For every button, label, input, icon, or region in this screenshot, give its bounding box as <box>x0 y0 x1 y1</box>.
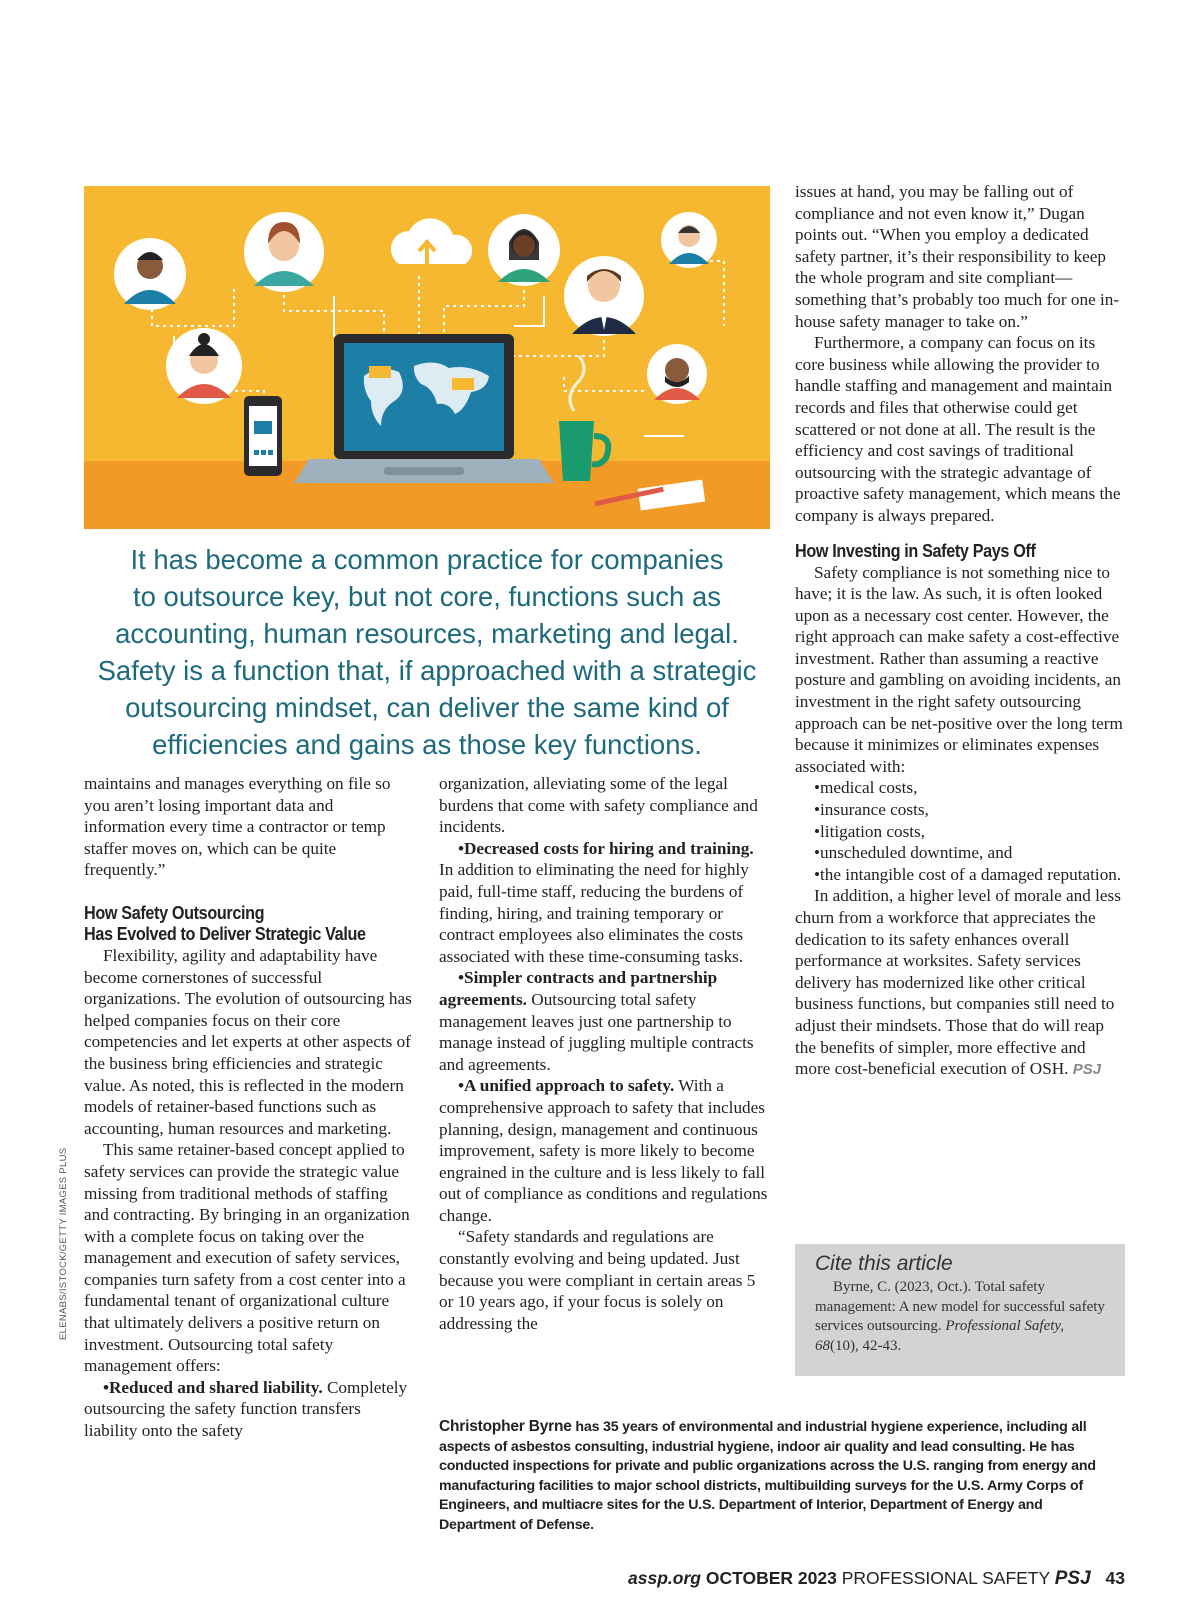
bullet-text: Completely outsourcing the safety function transfers liability onto the safety <box>84 1377 408 1441</box>
footer-issue-date: OCTOBER 2023 <box>705 1568 837 1588</box>
section-heading-line: Has Evolved to Deliver Strategic Value <box>84 923 366 944</box>
cite-text <box>815 1278 1107 1356</box>
list-item: •litigation costs, <box>814 821 926 841</box>
pull-quote-line: It has become a common practice for companies <box>130 544 724 575</box>
section-heading <box>84 903 381 945</box>
bullet-lead: •Simpler contracts and partnership agreements. <box>439 968 718 1009</box>
pull-quote-line: Safety is a function that, if approached with a strategic <box>97 655 757 686</box>
page-footer <box>628 1568 1125 1590</box>
person-avatar-icon <box>661 212 717 268</box>
cite-issue: (10), 42-43. <box>830 1337 902 1354</box>
person-avatar-icon <box>244 212 324 292</box>
bullet-lead: •A unified approach to safety. <box>458 1076 675 1096</box>
section-heading: How Investing in Safety Pays Off <box>795 540 1036 561</box>
paragraph: maintains and manages everything on file so you aren’t losing important data and information every time a contractor or temp staffer moves on, which can be quite frequently.” <box>84 774 391 880</box>
header-illustration <box>84 186 770 529</box>
paragraph-text: In addition, a higher level of morale and less churn from a workforce that appreciates the dedication to its safety enhances overall performance at worksites. Safety services delivery has modernized like other critical business functions, but companies still need to adjust their mindsets. Those that do will reap the benefits of simpler, more effective and more cost-beneficial execution of OSH. <box>795 886 1121 1079</box>
cite-title: Cite this article <box>815 1252 953 1275</box>
pull-quote-line: accounting, human resources, marketing and legal. <box>115 618 739 649</box>
paragraph: organization, alleviating some of the legal burdens that come with safety compliance and incidents. <box>439 774 758 837</box>
paragraph: “Safety standards and regulations are constantly evolving and being updated. Just because you were compliant in certain areas 5 or 10 years ago, if your focus is solely on addressing the <box>439 1227 756 1333</box>
bullet-lead: •Decreased costs for hiring and training. <box>458 838 754 858</box>
photo-credit: ELENABS/ISTOCK/GETTY IMAGES PLUS <box>58 1147 69 1340</box>
column-2 <box>439 773 769 1334</box>
bullet-text: Outsourcing total safety management leaves just one partnership to manage instead of juggling multiple contracts and agreements. <box>439 989 754 1074</box>
smartphone-mail-icon <box>244 396 282 476</box>
list-item: •unscheduled downtime, and <box>814 843 1013 863</box>
list-item <box>795 864 1125 886</box>
footer-publication: PROFESSIONAL SAFETY <box>841 1568 1050 1588</box>
end-mark-logo: PSJ <box>1072 1061 1102 1079</box>
paragraph: Flexibility, agility and adaptability have become cornerstones of successful organizations. The evolution of outsourcing has helped companies focus on their core competencies and let experts at other aspects of the business bring efficiencies and strategic value. As noted, this is reflected in the modern models of retainer-based functions such as accounting, human resources and marketing. <box>84 945 412 1138</box>
author-name: Christopher Byrne <box>439 1418 572 1435</box>
bullet-item <box>84 1377 414 1442</box>
list-item-text: •the intangible cost of a damaged reputation. <box>814 864 1122 884</box>
bullet-item <box>439 1075 769 1226</box>
bullet-lead: •Reduced and shared liability. <box>103 1377 323 1397</box>
person-avatar-icon <box>564 256 644 336</box>
cite-box <box>795 1244 1125 1376</box>
paragraph: Furthermore, a company can focus on its core business while allowing the provider to handle staffing and management and maintain records and files that otherwise could get scattered or not done at all. The result is the efficiency and cost savings of traditional outsourcing with the strategic advantage of proactive safety management, which means the company is always prepared. <box>795 333 1121 525</box>
person-avatar-icon <box>488 214 560 286</box>
paragraph: Safety compliance is not something nice to have; it is the law. As such, it is often looked upon as a necessary cost center. However, the right approach can make safety a cost-effective investment. Rather than assuming a reactive posture and gambling on avoiding incidents, an investment in the right safety outsourcing approach can be net-positive over the long term because it minimizes or eliminates expenses associated with: <box>795 562 1123 776</box>
author-bio <box>439 1417 1104 1536</box>
cite-reference: Byrne, C. (2023, Oct.). Total safety management: A new model for successful safety services outsourcing. <box>815 1279 1105 1335</box>
column-3 <box>795 181 1125 1081</box>
bullet-item <box>439 838 769 968</box>
pull-quote-line: to outsource key, but not core, functions such as <box>132 581 721 612</box>
person-avatar-icon <box>114 238 186 310</box>
author-bio-text: has 35 years of environmental and industrial hygiene experience, including all aspects of asbestos consulting, industrial hygiene, indoor air quality and lead consulting. He has conducted inspections for private and public organizations across the U.S. ranging from energy and manufacturing facilities to major school districts, multibuilding surveys for the U.S. Army Corps of Engineers, and multiacre sites for the U.S. Department of Interior, Department of Energy and Department of Defense. <box>439 1419 1096 1533</box>
footer-site: assp.org <box>628 1568 701 1588</box>
list-item: •insurance costs, <box>814 800 929 820</box>
person-avatar-icon <box>166 328 242 404</box>
column-1 <box>84 773 414 1442</box>
list-item: •medical costs, <box>814 778 918 798</box>
person-avatar-icon <box>647 344 707 404</box>
bullet-text: With a comprehensive approach to safety that includes planning, design, management and continuous improvement, safety is more likely to become engrained in the culture and is less likely to fall out of compliance as conditions and regulations change. <box>439 1076 768 1225</box>
paragraph: issues at hand, you may be falling out of compliance and not even know it,” Dugan points out. “When you employ a dedicated safety partner, it’s their responsibility to keep the whole program and site compliant—something that’s probably too much for one in-house safety manager to take on.” <box>795 182 1120 331</box>
pull-quote-line: outsourcing mindset, can deliver the same kind of <box>125 692 729 723</box>
paragraph: This same retainer-based concept applied to safety services can provide the strategic value missing from traditional methods of staffing and contracting. By bringing in an organization with a complete focus on taking over the management and execution of safety services, companies turn safety from a cost center into a fundamental tenant of organizational culture that ultimately delivers a positive return on investment. Outsourcing total safety management offers: <box>84 1140 410 1376</box>
section-heading-line: How Safety Outsourcing <box>84 902 265 923</box>
page-number: 43 <box>1105 1568 1125 1588</box>
bullet-item <box>439 967 769 1075</box>
pull-quote <box>84 541 770 763</box>
cite-journal: Professional Safety, 68 <box>815 1318 1064 1354</box>
pull-quote-line: efficiencies and gains as those key functions. <box>152 729 702 760</box>
bullet-text: In addition to eliminating the need for highly paid, full-time staff, reducing the burdens of finding, hiring, and training temporary or contract employees also eliminates the costs associated with these time-consuming tasks. <box>439 860 749 966</box>
footer-psj-logo: PSJ <box>1054 1568 1091 1589</box>
paragraph <box>795 885 1125 1080</box>
